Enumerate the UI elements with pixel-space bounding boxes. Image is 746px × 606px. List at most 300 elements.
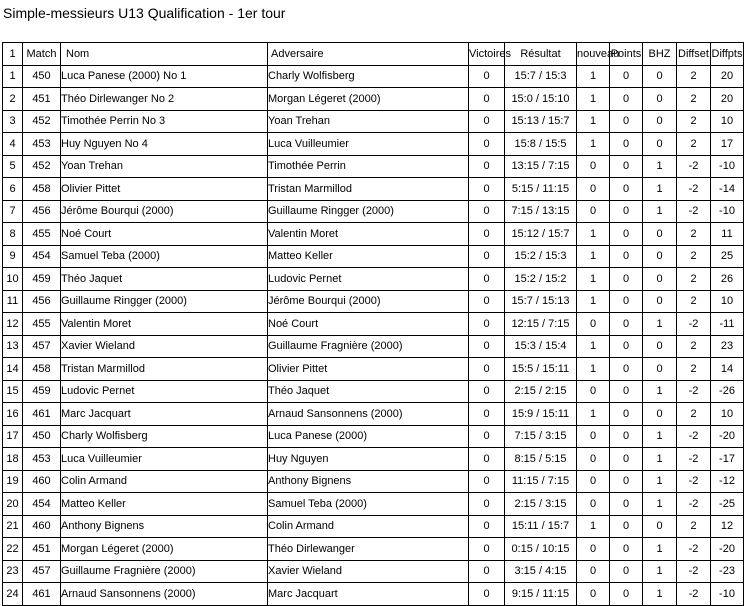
table-row — [3, 425, 744, 448]
diffset-cell: 2 — [677, 133, 711, 156]
results-table — [2, 42, 744, 606]
opponent-name: Olivier Pittet — [268, 358, 469, 381]
diffpts-cell: 26 — [711, 268, 744, 291]
opponent-name: Jérôme Bourqui (2000) — [268, 290, 469, 313]
new-cell: 1 — [577, 290, 610, 313]
points-cell: 0 — [610, 358, 643, 381]
result-cell: 15:2 / 15:3 — [505, 245, 577, 268]
wins-cell: 0 — [469, 515, 505, 538]
table-row — [3, 65, 744, 88]
player-name: Colin Armand — [61, 470, 268, 493]
diffpts-cell: 25 — [711, 245, 744, 268]
points-cell: 0 — [610, 290, 643, 313]
new-cell: 1 — [577, 223, 610, 246]
row-rank: 24 — [3, 583, 23, 606]
wins-cell: 0 — [469, 268, 505, 291]
new-cell: 0 — [577, 560, 610, 583]
row-rank: 12 — [3, 313, 23, 336]
opponent-name: Tristan Marmillod — [268, 178, 469, 201]
new-cell: 1 — [577, 403, 610, 426]
row-rank: 13 — [3, 335, 23, 358]
row-rank: 7 — [3, 200, 23, 223]
diffpts-cell: 10 — [711, 403, 744, 426]
diffpts-cell: -17 — [711, 448, 744, 471]
bhz-cell: 1 — [643, 313, 677, 336]
match-number: 457 — [23, 335, 61, 358]
diffpts-cell: -14 — [711, 178, 744, 201]
bhz-cell: 0 — [643, 110, 677, 133]
diffset-cell: -2 — [677, 178, 711, 201]
match-number: 461 — [23, 583, 61, 606]
points-cell: 0 — [610, 268, 643, 291]
new-cell: 0 — [577, 313, 610, 336]
diffpts-cell: -11 — [711, 313, 744, 336]
points-cell: 0 — [610, 65, 643, 88]
match-number: 454 — [23, 493, 61, 516]
table-row — [3, 245, 744, 268]
wins-cell: 0 — [469, 380, 505, 403]
bhz-cell: 1 — [643, 380, 677, 403]
result-cell: 15:7 / 15:13 — [505, 290, 577, 313]
player-name: Samuel Teba (2000) — [61, 245, 268, 268]
player-name: Ludovic Pernet — [61, 380, 268, 403]
new-cell: 1 — [577, 88, 610, 111]
bhz-cell: 1 — [643, 178, 677, 201]
result-cell: 7:15 / 13:15 — [505, 200, 577, 223]
table-row — [3, 200, 744, 223]
result-cell: 2:15 / 2:15 — [505, 380, 577, 403]
points-cell: 0 — [610, 470, 643, 493]
row-rank: 6 — [3, 178, 23, 201]
row-rank: 8 — [3, 223, 23, 246]
new-cell: 1 — [577, 335, 610, 358]
diffset-cell: 2 — [677, 290, 711, 313]
opponent-name: Huy Nguyen — [268, 448, 469, 471]
new-cell: 1 — [577, 268, 610, 291]
diffpts-cell: -10 — [711, 583, 744, 606]
result-cell: 15:13 / 15:7 — [505, 110, 577, 133]
wins-cell: 0 — [469, 560, 505, 583]
diffpts-cell: 23 — [711, 335, 744, 358]
bhz-cell: 1 — [643, 538, 677, 561]
player-name: Tristan Marmillod — [61, 358, 268, 381]
result-cell: 12:15 / 7:15 — [505, 313, 577, 336]
row-rank: 22 — [3, 538, 23, 561]
match-number: 458 — [23, 178, 61, 201]
result-cell: 7:15 / 3:15 — [505, 425, 577, 448]
bhz-cell: 1 — [643, 560, 677, 583]
diffset-cell: -2 — [677, 470, 711, 493]
table-row — [3, 223, 744, 246]
points-cell: 0 — [610, 223, 643, 246]
wins-cell: 0 — [469, 538, 505, 561]
points-cell: 0 — [610, 493, 643, 516]
result-cell: 15:5 / 15:11 — [505, 358, 577, 381]
row-rank: 15 — [3, 380, 23, 403]
row-rank: 1 — [3, 65, 23, 88]
diffpts-cell: -20 — [711, 425, 744, 448]
wins-cell: 0 — [469, 290, 505, 313]
result-cell: 0:15 / 10:15 — [505, 538, 577, 561]
result-cell: 9:15 / 11:15 — [505, 583, 577, 606]
points-cell: 0 — [610, 88, 643, 111]
new-cell: 1 — [577, 245, 610, 268]
row-rank: 11 — [3, 290, 23, 313]
header-new: nouveau — [577, 43, 610, 66]
opponent-name: Arnaud Sansonnens (2000) — [268, 403, 469, 426]
diffset-cell: -2 — [677, 425, 711, 448]
header-row — [3, 43, 744, 66]
opponent-name: Samuel Teba (2000) — [268, 493, 469, 516]
player-name: Théo Dirlewanger No 2 — [61, 88, 268, 111]
diffset-cell: -2 — [677, 200, 711, 223]
match-number: 457 — [23, 560, 61, 583]
match-number: 458 — [23, 358, 61, 381]
row-rank: 4 — [3, 133, 23, 156]
opponent-name: Colin Armand — [268, 515, 469, 538]
bhz-cell: 1 — [643, 583, 677, 606]
result-cell: 15:9 / 15:11 — [505, 403, 577, 426]
row-rank: 17 — [3, 425, 23, 448]
table-row — [3, 515, 744, 538]
points-cell: 0 — [610, 133, 643, 156]
opponent-name: Valentin Moret — [268, 223, 469, 246]
table-row — [3, 88, 744, 111]
player-name: Timothée Perrin No 3 — [61, 110, 268, 133]
opponent-name: Luca Vuilleumier — [268, 133, 469, 156]
new-cell: 0 — [577, 155, 610, 178]
table-row — [3, 403, 744, 426]
player-name: Xavier Wieland — [61, 335, 268, 358]
diffpts-cell: -26 — [711, 380, 744, 403]
diffset-cell: -2 — [677, 583, 711, 606]
player-name: Jérôme Bourqui (2000) — [61, 200, 268, 223]
row-rank: 21 — [3, 515, 23, 538]
new-cell: 1 — [577, 110, 610, 133]
new-cell: 0 — [577, 178, 610, 201]
header-name: Nom — [61, 43, 268, 66]
player-name: Anthony Bignens — [61, 515, 268, 538]
table-row — [3, 448, 744, 471]
result-cell: 5:15 / 11:15 — [505, 178, 577, 201]
result-cell: 15:12 / 15:7 — [505, 223, 577, 246]
row-rank: 3 — [3, 110, 23, 133]
diffpts-cell: 17 — [711, 133, 744, 156]
bhz-cell: 0 — [643, 358, 677, 381]
diffset-cell: 2 — [677, 358, 711, 381]
bhz-cell: 0 — [643, 515, 677, 538]
player-name: Luca Panese (2000) No 1 — [61, 65, 268, 88]
header-diffset: Diffset — [677, 43, 711, 66]
wins-cell: 0 — [469, 493, 505, 516]
match-number: 456 — [23, 200, 61, 223]
player-name: Charly Wolfisberg — [61, 425, 268, 448]
player-name: Yoan Trehan — [61, 155, 268, 178]
diffpts-cell: 14 — [711, 358, 744, 381]
match-number: 452 — [23, 110, 61, 133]
new-cell: 0 — [577, 493, 610, 516]
bhz-cell: 0 — [643, 335, 677, 358]
points-cell: 0 — [610, 110, 643, 133]
new-cell: 0 — [577, 470, 610, 493]
header-bhz: BHZ — [643, 43, 677, 66]
diffset-cell: 2 — [677, 403, 711, 426]
match-number: 455 — [23, 313, 61, 336]
wins-cell: 0 — [469, 335, 505, 358]
wins-cell: 0 — [469, 313, 505, 336]
diffset-cell: 2 — [677, 88, 711, 111]
row-rank: 19 — [3, 470, 23, 493]
diffpts-cell: -10 — [711, 200, 744, 223]
result-cell: 11:15 / 7:15 — [505, 470, 577, 493]
player-name: Matteo Keller — [61, 493, 268, 516]
opponent-name: Xavier Wieland — [268, 560, 469, 583]
diffpts-cell: -25 — [711, 493, 744, 516]
player-name: Olivier Pittet — [61, 178, 268, 201]
diffset-cell: -2 — [677, 493, 711, 516]
wins-cell: 0 — [469, 65, 505, 88]
match-number: 454 — [23, 245, 61, 268]
table-row — [3, 470, 744, 493]
match-number: 460 — [23, 515, 61, 538]
new-cell: 1 — [577, 65, 610, 88]
points-cell: 0 — [610, 403, 643, 426]
diffpts-cell: 20 — [711, 65, 744, 88]
points-cell: 0 — [610, 583, 643, 606]
opponent-name: Yoan Trehan — [268, 110, 469, 133]
row-rank: 16 — [3, 403, 23, 426]
row-rank: 5 — [3, 155, 23, 178]
match-number: 459 — [23, 380, 61, 403]
diffpts-cell: 20 — [711, 88, 744, 111]
diffpts-cell: 10 — [711, 290, 744, 313]
new-cell: 1 — [577, 133, 610, 156]
header-opponent: Adversaire — [268, 43, 469, 66]
opponent-name: Marc Jacquart — [268, 583, 469, 606]
match-number: 451 — [23, 538, 61, 561]
points-cell: 0 — [610, 538, 643, 561]
match-number: 460 — [23, 470, 61, 493]
points-cell: 0 — [610, 380, 643, 403]
row-rank: 20 — [3, 493, 23, 516]
wins-cell: 0 — [469, 133, 505, 156]
match-number: 456 — [23, 290, 61, 313]
diffset-cell: 2 — [677, 223, 711, 246]
result-cell: 15:0 / 15:10 — [505, 88, 577, 111]
result-cell: 15:11 / 15:7 — [505, 515, 577, 538]
table-row — [3, 380, 744, 403]
points-cell: 0 — [610, 448, 643, 471]
wins-cell: 0 — [469, 245, 505, 268]
player-name: Guillaume Ringger (2000) — [61, 290, 268, 313]
player-name: Morgan Légeret (2000) — [61, 538, 268, 561]
match-number: 450 — [23, 425, 61, 448]
table-row — [3, 290, 744, 313]
diffset-cell: 2 — [677, 515, 711, 538]
opponent-name: Matteo Keller — [268, 245, 469, 268]
player-name: Arnaud Sansonnens (2000) — [61, 583, 268, 606]
wins-cell: 0 — [469, 403, 505, 426]
points-cell: 0 — [610, 200, 643, 223]
wins-cell: 0 — [469, 178, 505, 201]
bhz-cell: 0 — [643, 223, 677, 246]
bhz-cell: 1 — [643, 493, 677, 516]
opponent-name: Guillaume Ringger (2000) — [268, 200, 469, 223]
diffpts-cell: -20 — [711, 538, 744, 561]
points-cell: 0 — [610, 178, 643, 201]
table-row — [3, 583, 744, 606]
table-row — [3, 335, 744, 358]
points-cell: 0 — [610, 515, 643, 538]
table-row — [3, 560, 744, 583]
diffset-cell: -2 — [677, 313, 711, 336]
new-cell: 0 — [577, 200, 610, 223]
result-cell: 15:7 / 15:3 — [505, 65, 577, 88]
diffset-cell: -2 — [677, 538, 711, 561]
result-cell: 8:15 / 5:15 — [505, 448, 577, 471]
new-cell: 0 — [577, 425, 610, 448]
wins-cell: 0 — [469, 358, 505, 381]
new-cell: 0 — [577, 538, 610, 561]
header-match: Match — [23, 43, 61, 66]
bhz-cell: 1 — [643, 425, 677, 448]
player-name: Théo Jaquet — [61, 268, 268, 291]
opponent-name: Anthony Bignens — [268, 470, 469, 493]
new-cell: 1 — [577, 358, 610, 381]
player-name: Huy Nguyen No 4 — [61, 133, 268, 156]
table-row — [3, 133, 744, 156]
bhz-cell: 0 — [643, 290, 677, 313]
player-name: Luca Vuilleumier — [61, 448, 268, 471]
bhz-cell: 0 — [643, 88, 677, 111]
row-rank: 18 — [3, 448, 23, 471]
match-number: 461 — [23, 403, 61, 426]
bhz-cell: 0 — [643, 133, 677, 156]
wins-cell: 0 — [469, 110, 505, 133]
diffpts-cell: -10 — [711, 155, 744, 178]
player-name: Marc Jacquart — [61, 403, 268, 426]
player-name: Guillaume Fragnière (2000) — [61, 560, 268, 583]
header-points: Points — [610, 43, 643, 66]
header-rank: 1 — [3, 43, 23, 66]
bhz-cell: 1 — [643, 470, 677, 493]
diffset-cell: 2 — [677, 110, 711, 133]
result-cell: 15:3 / 15:4 — [505, 335, 577, 358]
match-number: 452 — [23, 155, 61, 178]
opponent-name: Guillaume Fragnière (2000) — [268, 335, 469, 358]
wins-cell: 0 — [469, 88, 505, 111]
opponent-name: Ludovic Pernet — [268, 268, 469, 291]
player-name: Valentin Moret — [61, 313, 268, 336]
wins-cell: 0 — [469, 470, 505, 493]
result-cell: 2:15 / 3:15 — [505, 493, 577, 516]
row-rank: 9 — [3, 245, 23, 268]
match-number: 453 — [23, 448, 61, 471]
wins-cell: 0 — [469, 200, 505, 223]
match-number: 450 — [23, 65, 61, 88]
player-name: Noé Court — [61, 223, 268, 246]
new-cell: 0 — [577, 380, 610, 403]
points-cell: 0 — [610, 335, 643, 358]
bhz-cell: 1 — [643, 155, 677, 178]
bhz-cell: 0 — [643, 403, 677, 426]
match-number: 455 — [23, 223, 61, 246]
row-rank: 14 — [3, 358, 23, 381]
diffset-cell: -2 — [677, 448, 711, 471]
match-number: 459 — [23, 268, 61, 291]
result-cell: 3:15 / 4:15 — [505, 560, 577, 583]
bhz-cell: 1 — [643, 200, 677, 223]
diffset-cell: -2 — [677, 560, 711, 583]
opponent-name: Timothée Perrin — [268, 155, 469, 178]
diffset-cell: 2 — [677, 335, 711, 358]
opponent-name: Théo Dirlewanger — [268, 538, 469, 561]
match-number: 453 — [23, 133, 61, 156]
bhz-cell: 0 — [643, 65, 677, 88]
header-wins: Victoires — [469, 43, 505, 66]
table-row — [3, 155, 744, 178]
wins-cell: 0 — [469, 583, 505, 606]
table-row — [3, 110, 744, 133]
diffpts-cell: -12 — [711, 470, 744, 493]
table-row — [3, 538, 744, 561]
diffpts-cell: 10 — [711, 110, 744, 133]
diffset-cell: 2 — [677, 245, 711, 268]
diffpts-cell: 12 — [711, 515, 744, 538]
new-cell: 1 — [577, 515, 610, 538]
opponent-name: Noé Court — [268, 313, 469, 336]
opponent-name: Luca Panese (2000) — [268, 425, 469, 448]
diffpts-cell: -23 — [711, 560, 744, 583]
result-cell: 15:8 / 15:5 — [505, 133, 577, 156]
bhz-cell: 1 — [643, 448, 677, 471]
bhz-cell: 0 — [643, 268, 677, 291]
wins-cell: 0 — [469, 155, 505, 178]
table-row — [3, 358, 744, 381]
points-cell: 0 — [610, 245, 643, 268]
wins-cell: 0 — [469, 223, 505, 246]
table-row — [3, 493, 744, 516]
row-rank: 10 — [3, 268, 23, 291]
header-diffpts: Diffpts — [711, 43, 744, 66]
diffset-cell: 2 — [677, 268, 711, 291]
page-title: Simple-messieurs U13 Qualification - 1er tour — [3, 5, 286, 21]
points-cell: 0 — [610, 425, 643, 448]
opponent-name: Morgan Légeret (2000) — [268, 88, 469, 111]
result-cell: 13:15 / 7:15 — [505, 155, 577, 178]
new-cell: 0 — [577, 448, 610, 471]
opponent-name: Théo Jaquet — [268, 380, 469, 403]
points-cell: 0 — [610, 560, 643, 583]
bhz-cell: 0 — [643, 245, 677, 268]
diffset-cell: -2 — [677, 380, 711, 403]
table-row — [3, 268, 744, 291]
diffset-cell: -2 — [677, 155, 711, 178]
diffpts-cell: 11 — [711, 223, 744, 246]
row-rank: 2 — [3, 88, 23, 111]
table-row — [3, 313, 744, 336]
result-cell: 15:2 / 15:2 — [505, 268, 577, 291]
wins-cell: 0 — [469, 425, 505, 448]
header-result: Résultat — [505, 43, 577, 66]
points-cell: 0 — [610, 313, 643, 336]
wins-cell: 0 — [469, 448, 505, 471]
table-row — [3, 178, 744, 201]
points-cell: 0 — [610, 155, 643, 178]
match-number: 451 — [23, 88, 61, 111]
opponent-name: Charly Wolfisberg — [268, 65, 469, 88]
diffset-cell: 2 — [677, 65, 711, 88]
